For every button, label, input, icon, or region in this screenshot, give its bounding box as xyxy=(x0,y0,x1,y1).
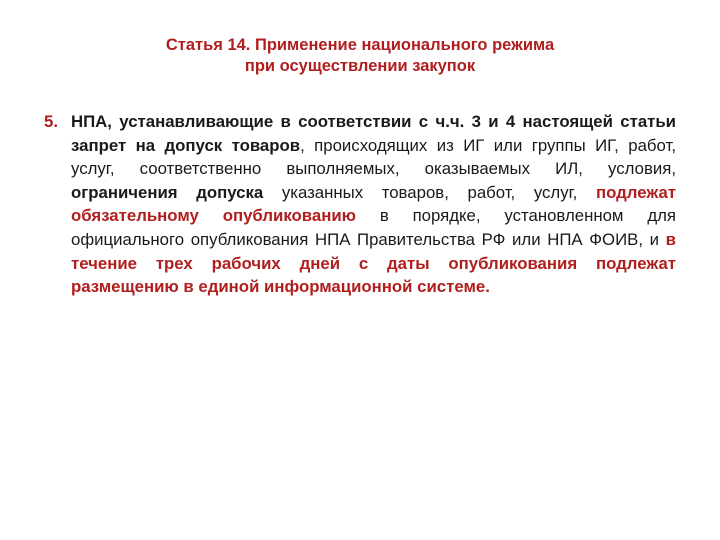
item-text-bold-1: НПА, устанавливающие в соответствии с ч.ч. 3 и 4 настоящей статьи запрет на допуск товаров xyxy=(71,112,676,155)
item-number: 5. xyxy=(44,112,58,131)
item-text-normal-3: в порядке, установленном для официального опубликования НПА Правительства РФ или НПА ФОИВ, и xyxy=(71,206,676,249)
item-text-accent-2: в течение трех рабочих дней с даты опубликования подлежат размещению в единой информационной системе. xyxy=(71,229,676,297)
item-text-bold-2: ограничения допуска xyxy=(71,182,264,202)
slide-title-line-1: Статья 14. Применение национального режима xyxy=(165,36,555,54)
item-text-normal-1: , происходящих из ИГ или группы ИГ, работ, услуг, соответственно выполняемых, оказываемых ИЛ, условия, xyxy=(71,135,676,179)
item-text-normal-2: указанных товаров, работ, услуг, xyxy=(263,182,596,202)
item-block xyxy=(44,110,676,299)
item-paragraph xyxy=(71,110,676,299)
item-text-accent-1: подлежат обязательному опубликованию xyxy=(71,182,676,226)
slide-title-line-2: при осуществлении закупок xyxy=(244,57,476,75)
slide-title xyxy=(60,35,660,77)
